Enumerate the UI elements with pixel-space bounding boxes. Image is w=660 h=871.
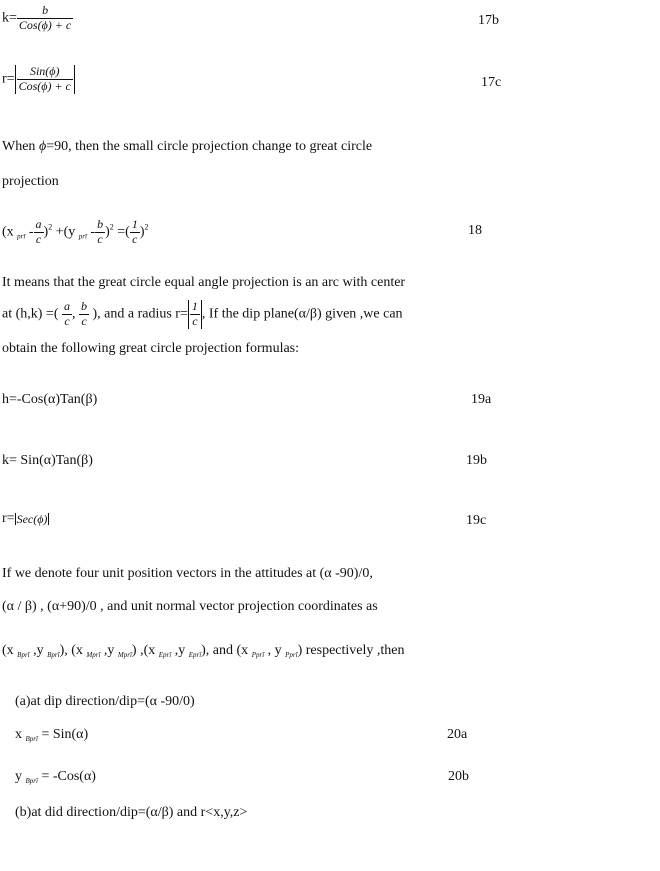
text: (x <box>2 224 18 240</box>
subscript: Bprī <box>25 777 38 785</box>
superscript: 2 <box>144 222 149 232</box>
absolute-value <box>188 300 202 329</box>
numerator: b <box>81 299 87 313</box>
absolute-value <box>15 65 75 94</box>
absolute-value: Sec(ϕ) <box>16 511 48 526</box>
subscript: Bprī <box>47 651 60 659</box>
text: =90, then the small circle projection change to great circle <box>46 139 373 154</box>
denominator: c <box>132 231 138 246</box>
phi-symbol: ϕ <box>38 139 47 154</box>
fraction <box>130 218 140 247</box>
text: , y <box>264 643 286 658</box>
denominator: Cos(ϕ) + c <box>18 78 71 93</box>
text: x <box>15 727 26 742</box>
denominator: c <box>35 231 42 246</box>
subscript: Mprī <box>86 651 101 659</box>
fraction <box>79 300 89 329</box>
subscript: Eprī <box>158 651 172 659</box>
equation-number-17b: 17b <box>478 13 499 28</box>
equation-number-19b: 19b <box>466 453 487 468</box>
paragraph-line: obtain the following great circle projection formulas: <box>2 341 300 356</box>
text: ) <box>43 224 49 240</box>
text: When <box>2 139 39 154</box>
text: = Sin(α) <box>37 727 89 742</box>
text: , If the dip plane(α/β) given ,we can <box>201 306 403 322</box>
text: ,y <box>100 643 118 658</box>
paragraph-line: If we denote four unit position vectors in the attitudes at (α -90)/0, <box>2 566 373 581</box>
text: - <box>25 224 34 240</box>
fraction <box>17 65 73 94</box>
fraction <box>34 218 44 247</box>
subscript: Mprī <box>117 651 132 659</box>
denominator: Cos(ϕ) + c <box>18 17 72 32</box>
text: y <box>15 769 26 784</box>
text: +(y <box>52 224 79 240</box>
equation-number-19c: 19c <box>466 513 487 528</box>
text: - <box>86 224 96 240</box>
paragraph-line: projection <box>2 174 59 189</box>
numerator: b <box>17 4 73 19</box>
denominator: c <box>81 313 87 328</box>
numerator: 1 <box>191 299 198 313</box>
numerator: 1 <box>131 217 138 231</box>
subsection-heading: (a)at dip direction/dip=(α -90/0) <box>15 694 195 709</box>
text: = -Cos(α) <box>37 769 96 784</box>
numerator: Sin(ϕ) <box>17 65 73 80</box>
equation-20a <box>15 728 88 743</box>
text: ) ,(x <box>131 643 159 658</box>
text: =( <box>113 224 130 240</box>
equation-lhs: r= <box>2 71 15 87</box>
numerator: a <box>64 299 70 313</box>
equation-number-17c: 17c <box>481 75 502 90</box>
equation-19a: h=-Cos(α)Tan(β) <box>2 392 98 407</box>
numerator: b <box>97 217 104 231</box>
equation-number-18: 18 <box>468 223 482 238</box>
equation-17c <box>2 65 75 94</box>
text: ,y <box>171 643 189 658</box>
equation-number-19a: 19a <box>471 392 492 407</box>
equation-number-20b: 20b <box>448 769 469 784</box>
superscript: 2 <box>48 222 53 232</box>
text: at (h,k) =( <box>2 306 62 322</box>
equation-lhs: r= <box>2 511 15 526</box>
subscript: Bprī <box>25 735 38 743</box>
text: (x <box>2 643 18 658</box>
text: ), (x <box>59 643 87 658</box>
paragraph-line <box>2 300 403 329</box>
text: ,y <box>29 643 48 658</box>
text: , <box>72 306 79 322</box>
text: ) respectively ,then <box>297 643 405 658</box>
equation-18 <box>2 218 149 247</box>
subsection-heading: (b)at did direction/dip=(α/β) and r<x,y,z> <box>15 805 248 820</box>
denominator: c <box>64 313 70 328</box>
fraction <box>190 300 200 329</box>
subscript: Pprī <box>285 651 298 659</box>
superscript: 2 <box>109 222 114 232</box>
subscript: Pprī <box>251 651 265 659</box>
equation-number-20a: 20a <box>447 727 468 742</box>
equation-19b: k= Sin(α)Tan(β) <box>2 453 93 468</box>
text: ), and a radius r= <box>89 306 188 322</box>
subscript: Eprī <box>188 651 202 659</box>
equation-20b <box>15 770 96 785</box>
subscript: Bprī <box>17 651 30 659</box>
paragraph-line: It means that the great circle equal angle projection is an arc with center <box>2 275 406 290</box>
fraction <box>95 218 105 247</box>
equation-17b <box>2 4 73 33</box>
fraction <box>17 4 73 33</box>
numerator: a <box>35 217 42 231</box>
text: ), and (x <box>201 643 252 658</box>
equation-19c <box>2 512 49 526</box>
text: ) <box>105 224 110 240</box>
equation-lhs: k= <box>2 10 17 26</box>
paragraph-line <box>2 644 405 659</box>
subscript: prī <box>17 232 26 241</box>
fraction <box>62 300 72 329</box>
paragraph-line <box>2 140 372 154</box>
subscript: prī <box>78 232 87 241</box>
denominator: c <box>97 231 103 246</box>
denominator: c <box>192 313 198 328</box>
paragraph-line: (α / β) , (α+90)/0 , and unit normal vector projection coordinates as <box>2 599 378 614</box>
text: ) <box>139 224 145 240</box>
